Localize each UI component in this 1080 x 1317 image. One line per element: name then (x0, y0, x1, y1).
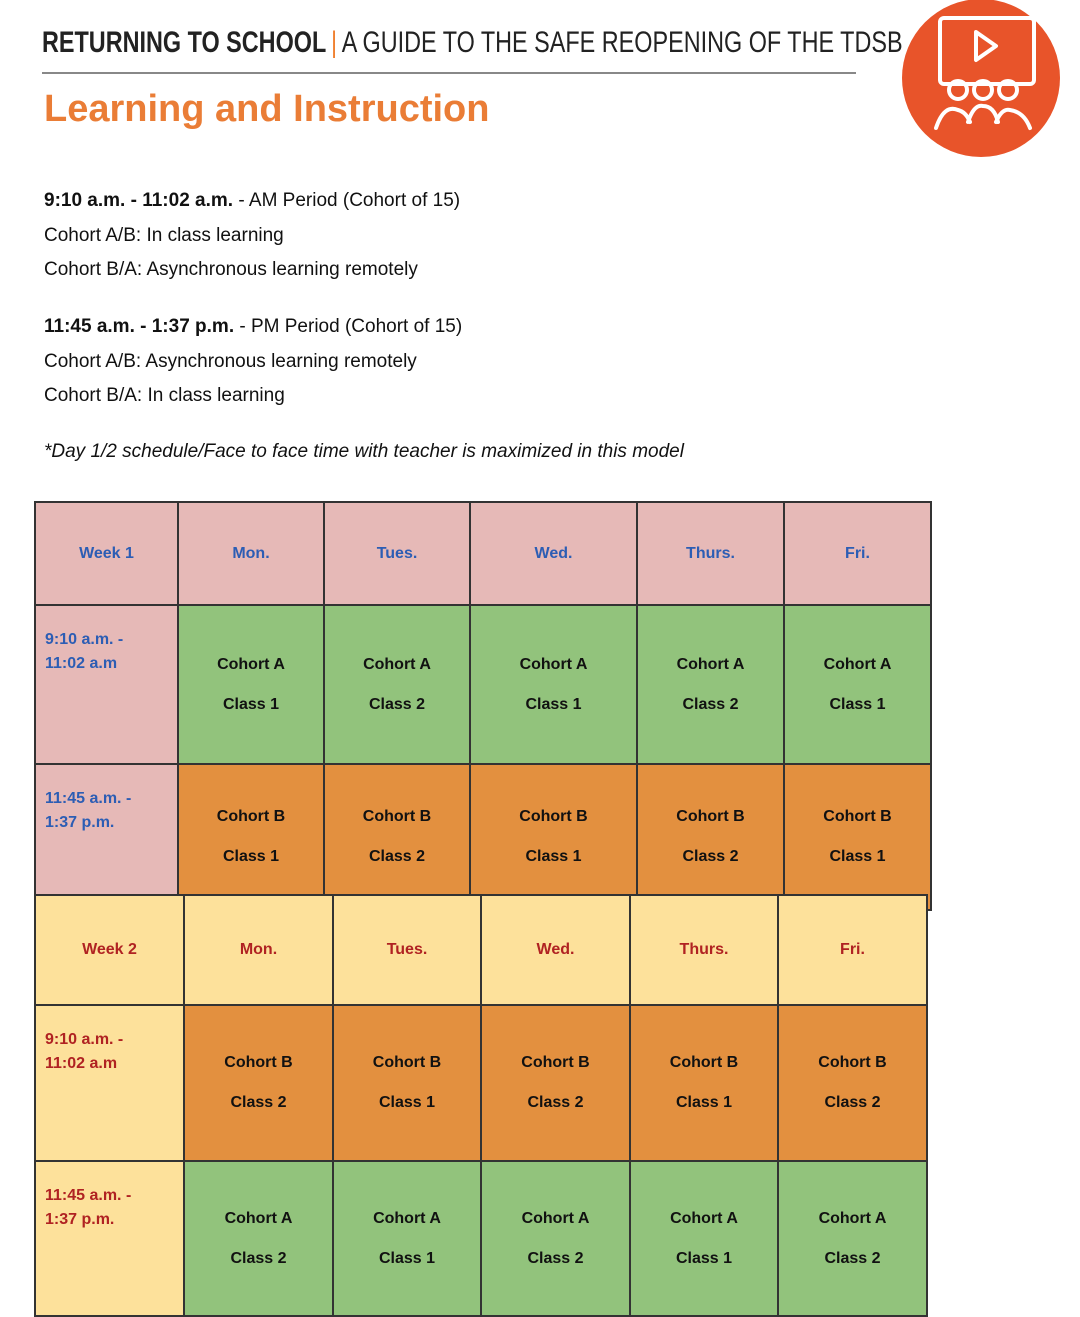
cohort-label: Cohort A (818, 1209, 887, 1227)
class-label: Class 2 (368, 848, 426, 865)
week-1-pm-row (35, 764, 931, 910)
week-2-am-row (35, 1005, 927, 1161)
time-end: 1:37 p.m. (45, 814, 115, 831)
day-header-mon: Mon. (184, 895, 333, 1005)
schedule-cell (637, 764, 784, 910)
schedule-note: *Day 1/2 schedule/Face to face time with teacher is maximized in this model (44, 441, 684, 462)
schedule-cell (778, 1161, 927, 1316)
day-header-fri: Fri. (784, 502, 931, 605)
header-title-bold: RETURNING TO SCHOOL (42, 26, 327, 59)
time-start: 9:10 a.m. - (45, 1031, 124, 1048)
cohort-label: Cohort A (823, 655, 892, 673)
week-1-header-row (35, 502, 931, 605)
cohort-label: Cohort A (224, 1209, 293, 1227)
header-separator: | (330, 26, 338, 59)
pm-period-line-1: Cohort A/B: Asynchronous learning remotely (44, 351, 417, 372)
week-label: Week 1 (35, 502, 178, 605)
schedule-cell (637, 605, 784, 764)
pm-period-heading (44, 316, 462, 338)
classroom-presentation-icon (900, 0, 1060, 160)
cohort-label: Cohort B (372, 1054, 442, 1071)
class-label: Class 1 (378, 1249, 436, 1267)
time-end: 11:02 a.m (45, 655, 118, 672)
class-label: Class 1 (378, 1094, 436, 1111)
day-header-thurs: Thurs. (637, 502, 784, 605)
week-label: Week 2 (35, 895, 184, 1005)
class-label: Class 2 (527, 1094, 584, 1111)
time-end: 1:37 p.m. (45, 1211, 115, 1228)
class-label: Class 1 (675, 1249, 733, 1267)
schedule-cell (481, 1161, 630, 1316)
section-title: Learning and Instruction (44, 88, 490, 130)
cohort-label: Cohort A (521, 1209, 590, 1227)
schedule-cell (470, 605, 637, 764)
schedule-cell (178, 764, 324, 910)
cohort-label: Cohort B (519, 808, 588, 825)
header-subtitle: A GUIDE TO THE SAFE REOPENING OF THE TDSB (341, 26, 903, 59)
cohort-label: Cohort B (669, 1054, 739, 1071)
am-period-line-2: Cohort B/A: Asynchronous learning remotely (44, 259, 418, 280)
class-label: Class 2 (230, 1094, 287, 1111)
class-label: Class 2 (824, 1249, 881, 1267)
week-2-schedule-table (34, 894, 928, 1317)
time-slot-am (35, 605, 178, 764)
cohort-label: Cohort B (818, 1054, 887, 1071)
schedule-cell (630, 1161, 778, 1316)
week-1-am-row (35, 605, 931, 764)
class-label: Class 2 (527, 1249, 584, 1267)
am-period-desc: - AM Period (Cohort of 15) (233, 190, 461, 211)
class-label: Class 1 (525, 695, 582, 713)
day-header-fri: Fri. (778, 895, 927, 1005)
cohort-label: Cohort A (217, 655, 285, 673)
class-label: Class 2 (824, 1094, 881, 1111)
schedule-cell (333, 1005, 481, 1161)
cohort-label: Cohort A (363, 655, 431, 673)
am-period-line-1: Cohort A/B: In class learning (44, 225, 284, 246)
class-label: Class 1 (829, 848, 886, 865)
cohort-label: Cohort B (224, 1054, 293, 1071)
schedule-cell (324, 764, 470, 910)
schedule-cell (178, 605, 324, 764)
cohort-label: Cohort A (670, 1209, 738, 1227)
class-label: Class 1 (675, 1094, 733, 1111)
day-header-tues: Tues. (333, 895, 481, 1005)
cohort-label: Cohort B (676, 808, 745, 825)
cohort-label: Cohort B (521, 1054, 590, 1071)
class-label: Class 1 (222, 848, 280, 865)
document-header (42, 22, 903, 74)
schedule-cell (324, 605, 470, 764)
class-label: Class 1 (525, 848, 582, 865)
class-label: Class 2 (368, 695, 426, 713)
time-start: 11:45 a.m. - (45, 790, 132, 807)
schedule-cell (630, 1005, 778, 1161)
time-start: 11:45 a.m. - (45, 1187, 132, 1204)
header-title (42, 26, 903, 60)
cohort-label: Cohort B (823, 808, 892, 825)
schedule-cell (784, 605, 931, 764)
pm-period-desc: - PM Period (Cohort of 15) (234, 316, 463, 337)
time-end: 11:02 a.m (45, 1055, 118, 1072)
pm-period-time: 11:45 a.m. - 1:37 p.m. (44, 316, 235, 337)
class-label: Class 2 (682, 848, 739, 865)
schedule-cell (184, 1005, 333, 1161)
class-label: Class 1 (829, 695, 886, 713)
class-label: Class 2 (230, 1249, 287, 1267)
week-2-pm-row (35, 1161, 927, 1316)
class-label: Class 2 (682, 695, 739, 713)
time-slot-am (35, 1005, 184, 1161)
day-header-thurs: Thurs. (630, 895, 778, 1005)
schedule-cell (184, 1161, 333, 1316)
schedule-cell (333, 1161, 481, 1316)
class-label: Class 1 (222, 695, 280, 713)
pm-period-line-2: Cohort B/A: In class learning (44, 385, 285, 406)
cohort-label: Cohort B (216, 808, 286, 825)
schedule-cell (784, 764, 931, 910)
week-2-header-row (35, 895, 927, 1005)
cohort-label: Cohort A (676, 655, 745, 673)
schedule-cell (778, 1005, 927, 1161)
schedule-cell (470, 764, 637, 910)
time-slot-pm (35, 1161, 184, 1316)
schedule-cell (481, 1005, 630, 1161)
am-period-heading (44, 190, 460, 212)
day-header-wed: Wed. (481, 895, 630, 1005)
week-1-schedule-table (34, 501, 932, 911)
day-header-tues: Tues. (324, 502, 470, 605)
am-period-time: 9:10 a.m. - 11:02 a.m. (44, 190, 234, 211)
cohort-label: Cohort A (373, 1209, 441, 1227)
day-header-mon: Mon. (178, 502, 324, 605)
cohort-label: Cohort B (362, 808, 432, 825)
time-slot-pm (35, 764, 178, 910)
cohort-label: Cohort A (519, 655, 588, 673)
day-header-wed: Wed. (470, 502, 637, 605)
time-start: 9:10 a.m. - (45, 631, 124, 648)
